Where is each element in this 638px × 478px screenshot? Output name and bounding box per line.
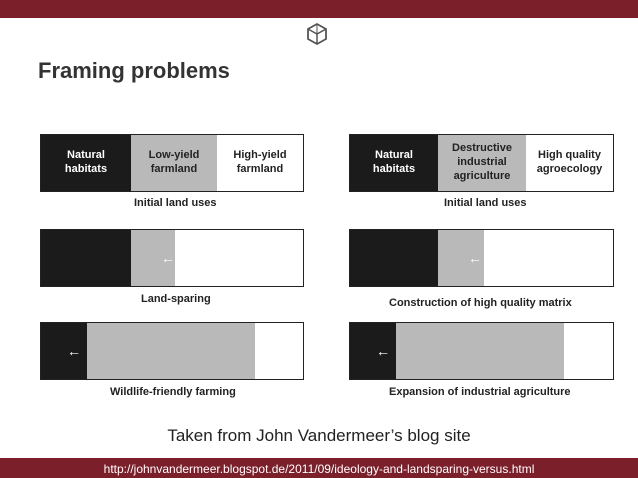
- top-accent-bar: [0, 0, 638, 18]
- natural-habitats-segment: [350, 323, 396, 379]
- left-initial-bar: [40, 134, 304, 192]
- left-initial-label: Initial land uses: [134, 197, 217, 209]
- left-friendly-label: Wildlife-friendly farming: [110, 386, 236, 398]
- page-title: Framing problems: [38, 58, 230, 83]
- right-expansion-label: Expansion of industrial agriculture: [389, 386, 571, 398]
- farmland-segment: [131, 230, 175, 286]
- natural-habitats-segment: [41, 230, 131, 286]
- left-sparing-bar: [40, 229, 304, 287]
- source-url-link[interactable]: http://johnvandermeer.blogspot.de/2011/09/ideology-and-landsparing-versus.html: [103, 462, 535, 476]
- natural-habitats-segment: [350, 230, 438, 286]
- industrial-agriculture-segment: [396, 323, 564, 379]
- remaining-land-segment: [255, 323, 303, 379]
- left-sparing-label: Land-sparing: [141, 293, 211, 305]
- natural-habitats-segment: [41, 323, 87, 379]
- industrial-agriculture-segment: [438, 230, 484, 286]
- natural-habitats-segment: Natural habitats: [41, 135, 131, 191]
- industrial-agriculture-segment: Destructive industrial agriculture: [438, 135, 526, 191]
- agroecology-segment: [564, 323, 613, 379]
- farmland-segment: [87, 323, 255, 379]
- arrow-left-icon: ←: [468, 250, 482, 266]
- spared-land-segment: [175, 230, 303, 286]
- arrow-left-icon: ←: [67, 343, 81, 359]
- right-matrix-label: Construction of high quality matrix: [389, 297, 572, 309]
- agroecology-segment: [484, 230, 613, 286]
- hexagon-cube-icon: [305, 22, 329, 46]
- low-yield-segment: Low-yield farmland: [131, 135, 217, 191]
- right-matrix-bar: [349, 229, 614, 287]
- agroecology-segment: High quality agroecology: [526, 135, 613, 191]
- arrow-left-icon: ←: [376, 343, 390, 359]
- right-expansion-bar: [349, 322, 614, 380]
- high-yield-segment: High-yield farmland: [217, 135, 303, 191]
- source-caption: Taken from John Vandermeer’s blog site: [167, 426, 471, 445]
- right-initial-label: Initial land uses: [444, 197, 527, 209]
- left-friendly-bar: [40, 322, 304, 380]
- natural-habitats-segment: Natural habitats: [350, 135, 438, 191]
- arrow-left-icon: ←: [161, 250, 175, 266]
- right-initial-bar: [349, 134, 614, 192]
